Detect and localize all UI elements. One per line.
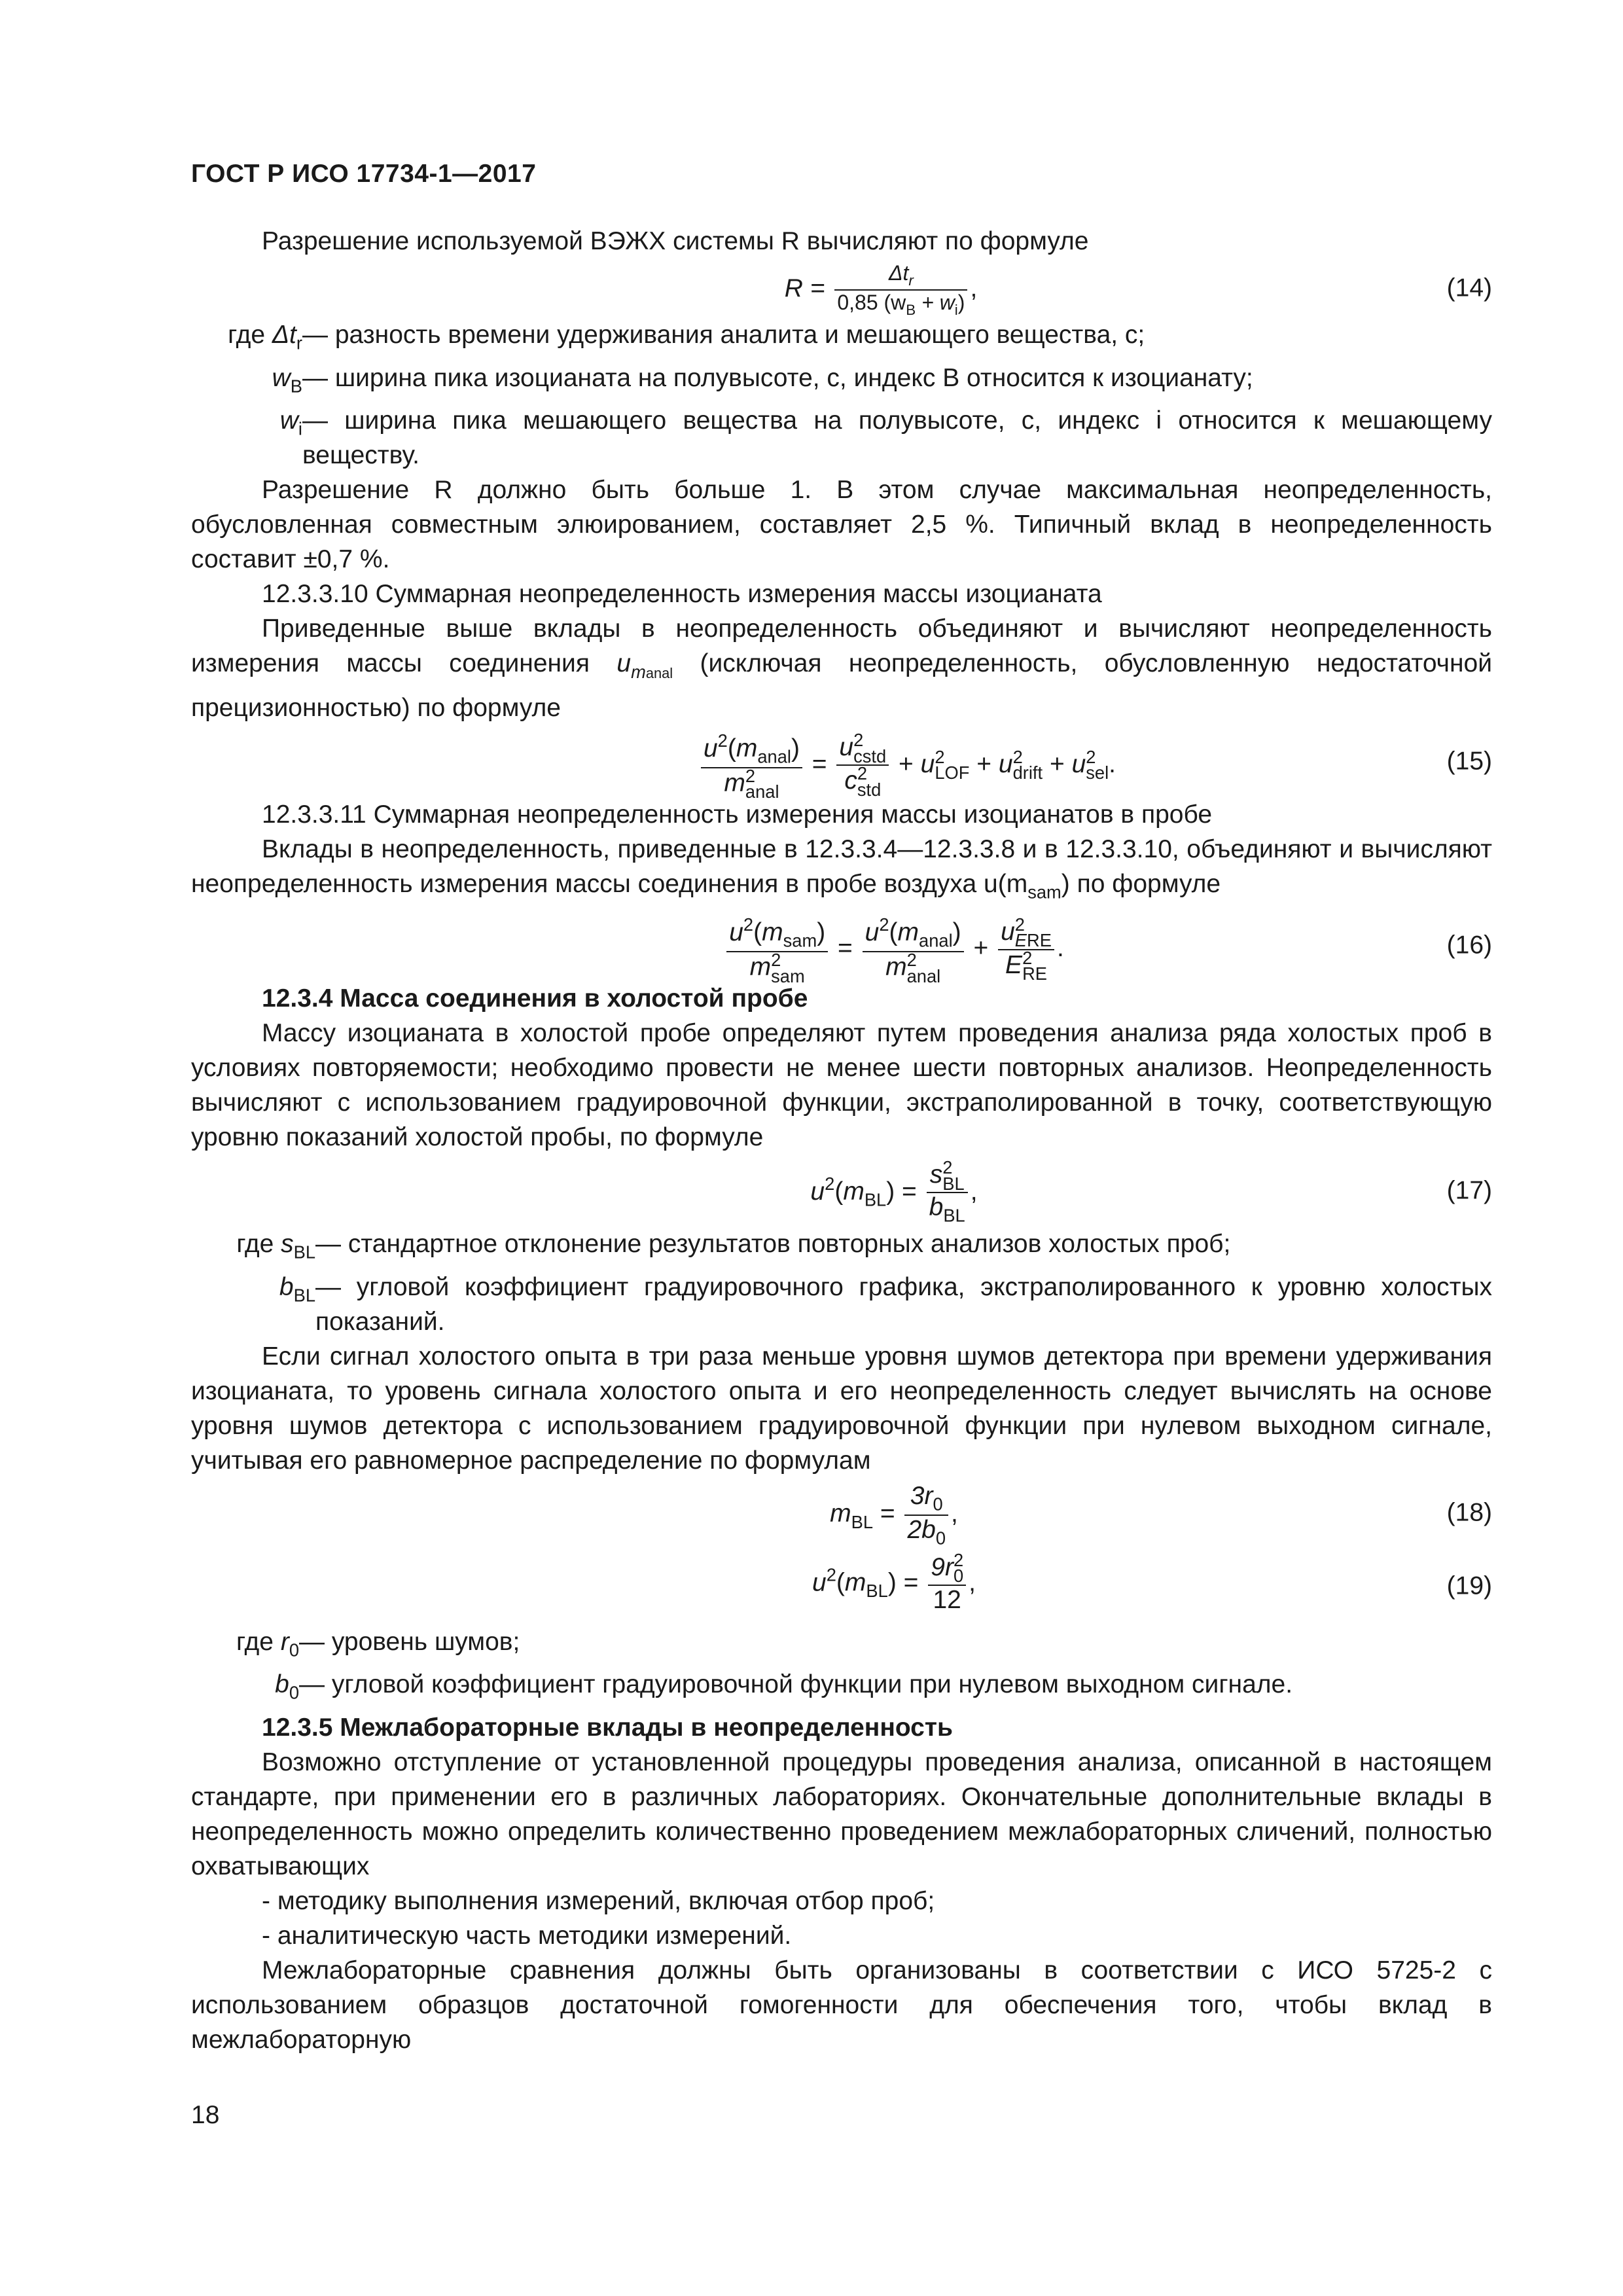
definition-term: $w_i$ (279, 406, 302, 439)
paragraph: Массу изоцианата в холостой пробе определяют путем проведения анализа ряда холостых проб в условиях повторяемости; необходимо провести не менее шести повторных анализов. Неопределенность вычисляют с использованием градуировочной функции, экстраполированной в точку, соответствующую уровню показаний холостой пробы, по формуле (191, 1019, 1492, 1152)
definition-item (191, 1270, 1492, 1339)
paragraph: Приведенные выше вклады в неопределенность объединяют и вычисляют неопределенность измерения массы соединения $u_{manal}$ (исключая неопределенность, обусловленную недостаточной прецизионностью) по формуле (191, 615, 1492, 722)
formula-17: $u^2(m_{BL})$ = s 2 BL $b_{BL}$ , (17) (810, 1157, 1492, 1226)
definition-text: — разность времени удерживания аналита и мешающего вещества, с; (302, 321, 1145, 349)
definition-text: — стандартное отклонение результатов повторных анализов холостых проб; (315, 1230, 1231, 1259)
paragraph: Разрешение используемой ВЭЖХ системы R вычисляют по формуле (262, 227, 1089, 255)
definition-text: — ширина пика мешающего вещества на полувысоте, с, индекс i относится к мешающему веществу. (302, 406, 1492, 470)
definition-term: $b_0$ (275, 1670, 299, 1703)
clause-title: 12.3.3.11 Суммарная неопределенность измерения массы изоцианатов в пробе (262, 800, 1213, 829)
formula-14: R = $\frac{\Delta t_r}{0,85 (w_B + w_i)}$ , (14) (784, 261, 1492, 318)
definition-item (191, 1667, 1492, 1710)
formula-number: (19) (1446, 1571, 1492, 1600)
definition-term: где $\Delta t_r$ (228, 321, 302, 353)
formula-number: (18) (1446, 1498, 1492, 1527)
definition-item (191, 403, 1492, 473)
definition-term: где $s_{BL}$ (236, 1230, 315, 1263)
definitions-list (191, 1227, 1492, 1339)
definition-term: где $r_0$ (236, 1627, 299, 1660)
clause-title: 12.3.3.10 Суммарная неопределенность измерения массы изоцианата (262, 580, 1102, 609)
definitions-list (191, 317, 1492, 473)
definitions-list (191, 1624, 1492, 1710)
formula-19: $u^2(m_{BL})$ = 9r 2 0 12 , (19) (812, 1549, 1492, 1614)
paragraph: Вклады в неопределенность, приведенные в 12.3.3.4—12.3.3.8 и в 12.3.3.10, объединяют и вычисляют неопределенность измерения массы соединения в пробе воздуха $u(m_{sam})$ по формуле (191, 834, 1492, 903)
paragraph: Разрешение R должно быть больше 1. В этом случае максимальная неопределенность, обусловленная совместным элюированием, составляет 2,5 %. Типичный вклад в неопределенность составит ±0,7 %. (191, 476, 1492, 574)
paragraph: Возможно отступление от установленной процедуры проведения анализа, описанной в настоящем стандарте, при применении его в различных лабораториях. Окончательные дополнительные вклады в неопределенность можно определить количественно проведением межлабораторных сличений, полностью охватывающих (191, 1748, 1492, 1880)
definition-item (191, 361, 1492, 404)
formula-number: (17) (1446, 1176, 1492, 1205)
document-body (191, 224, 1492, 2057)
definition-text: — уровень шумов; (299, 1627, 520, 1656)
section-heading: 12.3.4 Масса соединения в холостой пробе (262, 984, 808, 1013)
definition-term: $w_B$ (272, 363, 302, 397)
paragraph: Межлабораторные сравнения должны быть организованы в соответствии с ИСО 5725-2 с использованием образцов достаточной гомогенности для обеспечения того, чтобы вклад в межлабораторную (191, 1956, 1492, 2054)
list-item: - методику выполнения измерений, включая отбор проб; (262, 1886, 935, 1915)
formula-number: (14) (1446, 274, 1492, 302)
page-number: 18 (191, 2101, 220, 2129)
formula-number: (16) (1446, 931, 1492, 960)
paragraph: Если сигнал холостого опыта в три раза меньше уровня шумов детектора при времени удерживания изоцианата, то уровень сигнала холостого опыта и его неопределенность следует вычислять на основе уровня шумов детектора с использованием градуировочной функции при нулевом выходном сигнале, учитывая его равномерное распределение по формулам (191, 1342, 1492, 1475)
definition-text: — ширина пика изоцианата на полувысоте, с, индекс B относится к изоцианату; (302, 363, 1253, 392)
definition-term: $b_{BL}$ (279, 1272, 315, 1306)
definition-text: — угловой коэффициент градуировочной функции при нулевом выходном сигнале. (299, 1670, 1293, 1699)
formula-15: $u^2(m_{anal})$ m 2 anal = u 2 cstd c 2 std + u 2 LOF + u 2 drift + u 2 sel . (15) (191, 725, 1492, 797)
definition-item (191, 1227, 1492, 1270)
definition-item (191, 1624, 1492, 1668)
definition-item (191, 317, 1492, 361)
formula-number: (15) (1446, 747, 1492, 776)
definition-text: — угловой коэффициент градуировочного графика, экстраполированного к уровню холостых показаний. (315, 1272, 1492, 1336)
formula-16: $u^2(m_{sam})$ m 2 sam = $u^2(m_{anal})$ m 2 anal + u 2 ERE E 2 RE . (16) (191, 909, 1492, 981)
document-header: ГОСТ Р ИСО 17734-1—2017 (191, 160, 537, 188)
formula-18: $m_{BL}$ = $\frac{3r_0}{2b_0}$ , (18) (830, 1481, 1492, 1549)
section-heading: 12.3.5 Межлабораторные вклады в неопределенность (262, 1713, 953, 1742)
list-item: - аналитическую часть методики измерений. (262, 1921, 792, 1950)
